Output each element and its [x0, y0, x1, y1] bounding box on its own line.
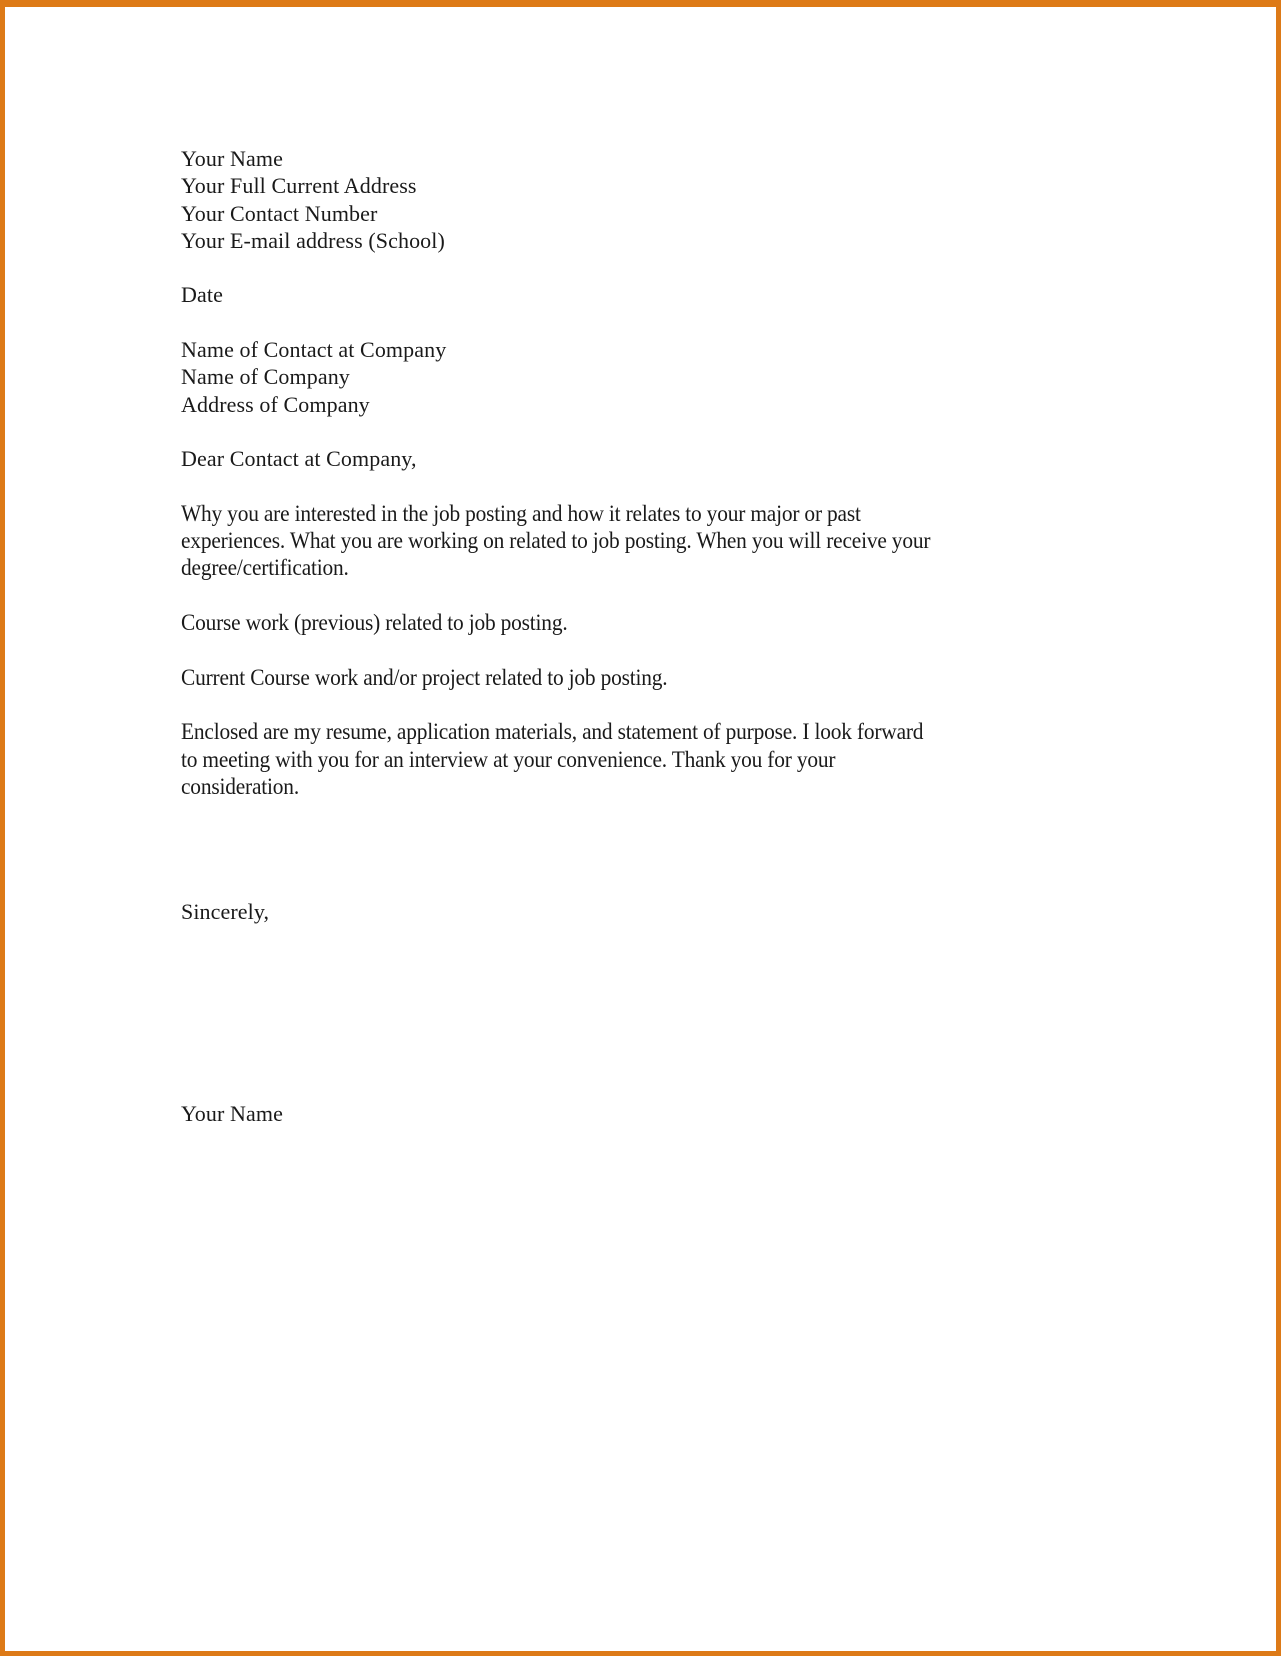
salutation-line: Dear Contact at Company,	[181, 446, 417, 472]
closing	[181, 898, 1236, 925]
text-line: degree/certification.	[181, 555, 349, 581]
text-line: Your Contact Number	[181, 200, 378, 226]
text-line: Course work (previous) related to job posting.	[181, 610, 568, 636]
signature	[181, 1100, 1236, 1127]
sender-block	[181, 145, 1236, 254]
body-paragraph-1	[181, 500, 1236, 582]
text-line: to meeting with you for an interview at your convenience. Thank you for your	[181, 746, 836, 772]
text-line: Name of Contact at Company	[181, 337, 447, 363]
text-line: Address of Company	[181, 391, 370, 417]
body-paragraph-3	[181, 664, 1236, 691]
body-paragraph-4	[181, 718, 1236, 800]
text-line: Current Course work and/or project related to job posting.	[181, 664, 668, 690]
letter-content	[5, 7, 1276, 1128]
date-line: Date	[181, 282, 223, 308]
text-line: Enclosed are my resume, application materials, and statement of purpose. I look forward	[181, 719, 924, 745]
text-line: Your Name	[181, 146, 283, 171]
text-line: Why you are interested in the job posting and how it relates to your major or past	[181, 500, 861, 526]
signature-line: Your Name	[181, 1101, 283, 1127]
recipient-block	[181, 336, 1236, 418]
text-line: consideration.	[181, 773, 299, 799]
closing-line: Sincerely,	[181, 899, 270, 925]
text-line: Your E-mail address (School)	[181, 227, 445, 253]
salutation	[181, 445, 1236, 472]
text-line: experiences. What you are working on related to job posting. When you will receive your	[181, 528, 931, 554]
text-line: Name of Company	[181, 364, 350, 390]
text-line: Your Full Current Address	[181, 173, 417, 199]
body-paragraph-2	[181, 609, 1236, 636]
date-block	[181, 281, 1236, 308]
